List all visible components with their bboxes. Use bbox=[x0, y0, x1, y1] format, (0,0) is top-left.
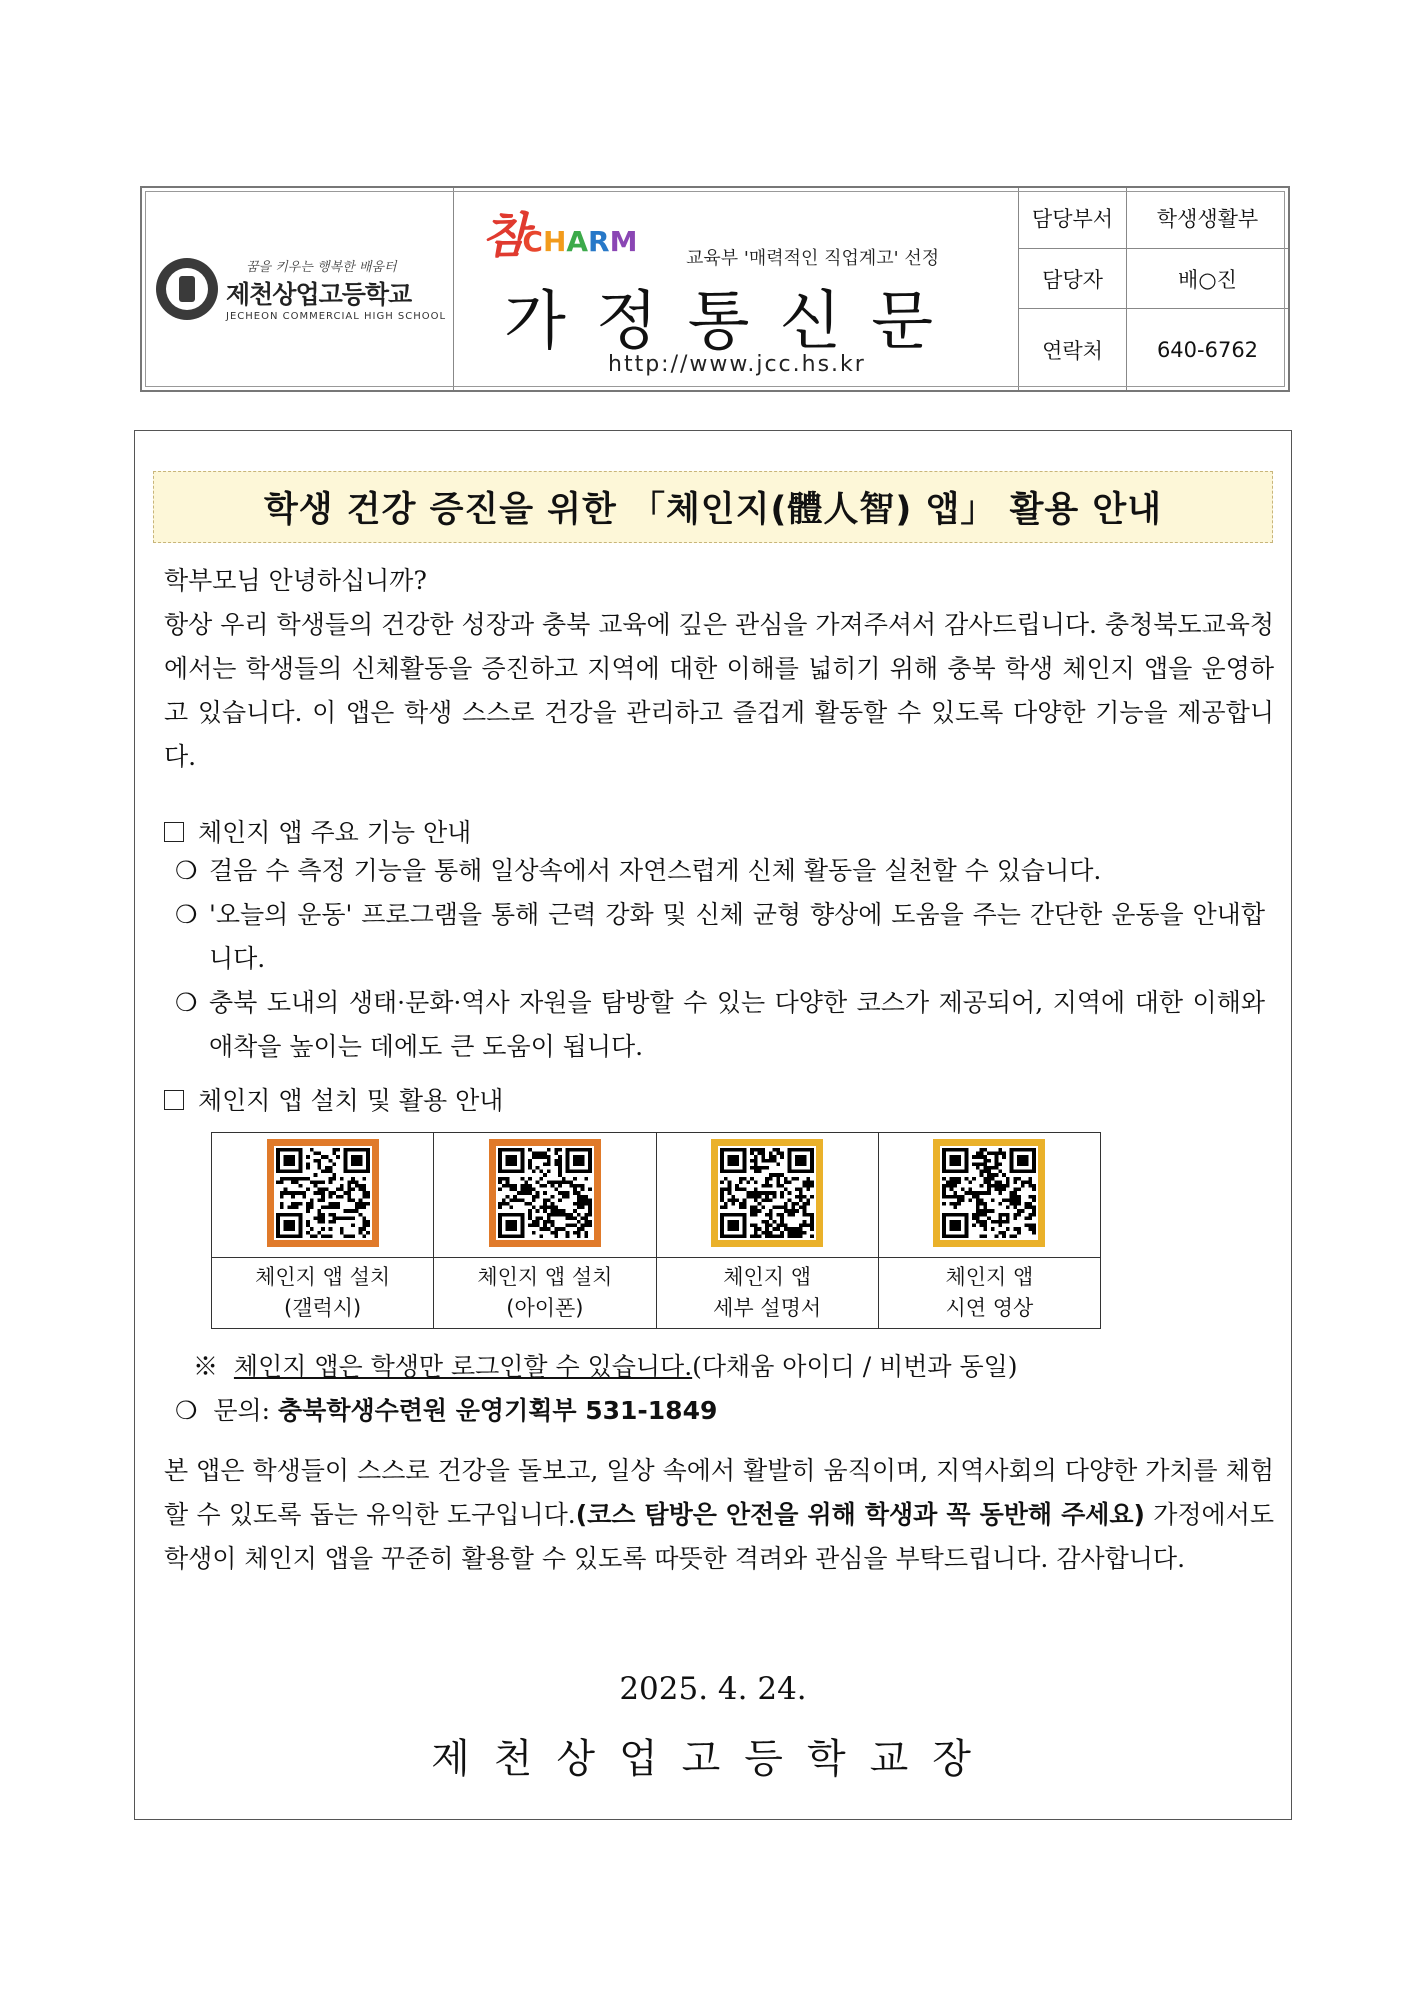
school-name-en: JECHEON COMMERCIAL HIGH SCHOOL bbox=[226, 311, 447, 322]
qr-label: 체인지 앱 설치 (아이폰) bbox=[434, 1258, 656, 1329]
info-value: 학생생활부 bbox=[1156, 206, 1259, 231]
feature-text: 충북 도내의 생태·문화·역사 자원을 탐방할 수 있는 다양한 코스가 제공되어, 지역에 대한 이해와 애착을 높이는 데에도 큰 도움이 됩니다. bbox=[209, 988, 1265, 1061]
circle-bullet-icon: ❍ bbox=[175, 988, 198, 1017]
section-title: 체인지 앱 설치 및 활용 안내 bbox=[198, 1086, 504, 1115]
charm-mark: 참 bbox=[482, 208, 529, 264]
closing-text: 본 앱은 학생들이 스스로 건강을 돌보고, 일상 속에서 활발히 움직이며, 지역사회의 다양한 가치를 체험할 수 있도록 돕는 유익한 도구입니다. bbox=[164, 1456, 1274, 1529]
letter-title-banner: 학생 건강 증진을 위한 「체인지(體人智) 앱」 활용 안내 bbox=[153, 471, 1273, 543]
checkbox-square-icon bbox=[164, 1090, 184, 1110]
charm-word: CHARM bbox=[522, 225, 638, 258]
info-value: 배○진 bbox=[1178, 267, 1237, 292]
intro-paragraph: 항상 우리 학생들의 건강한 성장과 충북 교육에 깊은 관심을 가져주셔서 감사드립니다. 충청북도교육청에서는 학생들의 신체활동을 증진하고 지역에 대한 이해를 넓히기 위해 충북 학생 체인지 앱을 운영하고 있습니다. 이 앱은 학생 스스로 건강을 관리하고 즐겁게 활동할 수 있도록 다양한 기능을 제공합니다. bbox=[164, 610, 1274, 771]
feature-item bbox=[175, 849, 1265, 893]
qr-code-icon[interactable] bbox=[933, 1139, 1045, 1247]
inquiry-value: 충북학생수련원 운영기획부 531-1849 bbox=[278, 1396, 718, 1425]
info-key: 담당자 bbox=[1019, 249, 1127, 309]
selected-text: 교육부 '매력적인 직업계고' 선정 bbox=[686, 248, 940, 269]
circle-bullet-icon: ❍ bbox=[175, 856, 198, 885]
qr-label: 체인지 앱 세부 설명서 bbox=[656, 1258, 878, 1329]
info-row-dept bbox=[1019, 188, 1288, 249]
qr-code-table bbox=[211, 1132, 1101, 1329]
greeting: 학부모님 안녕하십니까? bbox=[164, 566, 427, 595]
feature-item bbox=[175, 981, 1265, 1069]
qr-code-icon[interactable] bbox=[711, 1139, 823, 1247]
qr-cell bbox=[434, 1133, 656, 1258]
contact-info-table bbox=[1019, 188, 1288, 390]
circle-bullet-icon: ❍ bbox=[175, 1396, 198, 1425]
charm-logo bbox=[482, 208, 638, 264]
note-rest: (다채움 아이디 / 비번과 동일) bbox=[692, 1352, 1018, 1381]
qr-cell bbox=[656, 1133, 878, 1258]
school-url: http://www.jcc.hs.kr bbox=[608, 352, 866, 377]
school-slogan: 꿈을 키우는 행복한 배움터 bbox=[246, 260, 397, 275]
qr-label: 체인지 앱 설치 (갤럭시) bbox=[212, 1258, 434, 1329]
inquiry-label: 문의: bbox=[213, 1396, 271, 1425]
qr-code-icon[interactable] bbox=[267, 1139, 379, 1247]
reference-mark: ※ bbox=[193, 1352, 219, 1381]
note-underlined: 체인지 앱은 학생만 로그인할 수 있습니다. bbox=[233, 1352, 693, 1381]
section-heading-features bbox=[164, 813, 471, 849]
qr-cell bbox=[212, 1133, 434, 1258]
feature-text: 걸음 수 측정 기능을 통해 일상속에서 자연스럽게 신체 활동을 실천할 수 있습니다. bbox=[209, 856, 1102, 885]
title-area bbox=[454, 188, 1019, 390]
document-header bbox=[140, 186, 1290, 392]
feature-item bbox=[175, 893, 1265, 981]
school-logo-area bbox=[142, 188, 454, 390]
school-emblem-icon bbox=[156, 258, 218, 320]
qr-label: 체인지 앱 시연 영상 bbox=[878, 1258, 1100, 1329]
feature-text: '오늘의 운동' 프로그램을 통해 근력 강화 및 신체 균형 향상에 도움을 주는 간단한 운동을 안내합니다. bbox=[209, 900, 1265, 973]
qr-cell bbox=[878, 1133, 1100, 1258]
closing-text: 가정에서도 학생이 체인지 앱을 꾸준히 활용할 수 있도록 따뜻한 격려와 관심을 부탁드립니다. 감사합니다. bbox=[164, 1500, 1275, 1573]
info-key: 연락처 bbox=[1019, 309, 1127, 390]
school-identity bbox=[226, 256, 446, 322]
info-row-person bbox=[1019, 249, 1288, 310]
closing-paragraph bbox=[164, 1449, 1274, 1581]
circle-bullet-icon: ❍ bbox=[175, 900, 198, 929]
qr-pattern bbox=[498, 1148, 592, 1238]
qr-pattern bbox=[942, 1148, 1036, 1238]
qr-pattern bbox=[276, 1148, 370, 1238]
school-name: 제천상업고등학교 bbox=[226, 280, 412, 309]
inquiry-line bbox=[175, 1391, 717, 1427]
principal-signature: 제천상업고등학교장 bbox=[431, 1736, 995, 1782]
qr-code-icon[interactable] bbox=[489, 1139, 601, 1247]
page-title: 가정통신문 bbox=[504, 285, 964, 359]
closing-emphasis: (코스 탐방은 안전을 위해 학생과 꼭 동반해 주세요) bbox=[575, 1500, 1145, 1529]
letter-body bbox=[134, 430, 1292, 1820]
info-key: 담당부서 bbox=[1019, 188, 1127, 248]
qr-pattern bbox=[720, 1148, 814, 1238]
checkbox-square-icon bbox=[164, 822, 184, 842]
login-note bbox=[193, 1347, 1018, 1383]
section-heading-install bbox=[164, 1081, 503, 1117]
info-row-phone bbox=[1019, 309, 1288, 390]
section-title: 체인지 앱 주요 기능 안내 bbox=[198, 818, 472, 847]
letter-date: 2025. 4. 24. bbox=[619, 1671, 807, 1707]
info-value: 640-6762 bbox=[1156, 337, 1259, 362]
